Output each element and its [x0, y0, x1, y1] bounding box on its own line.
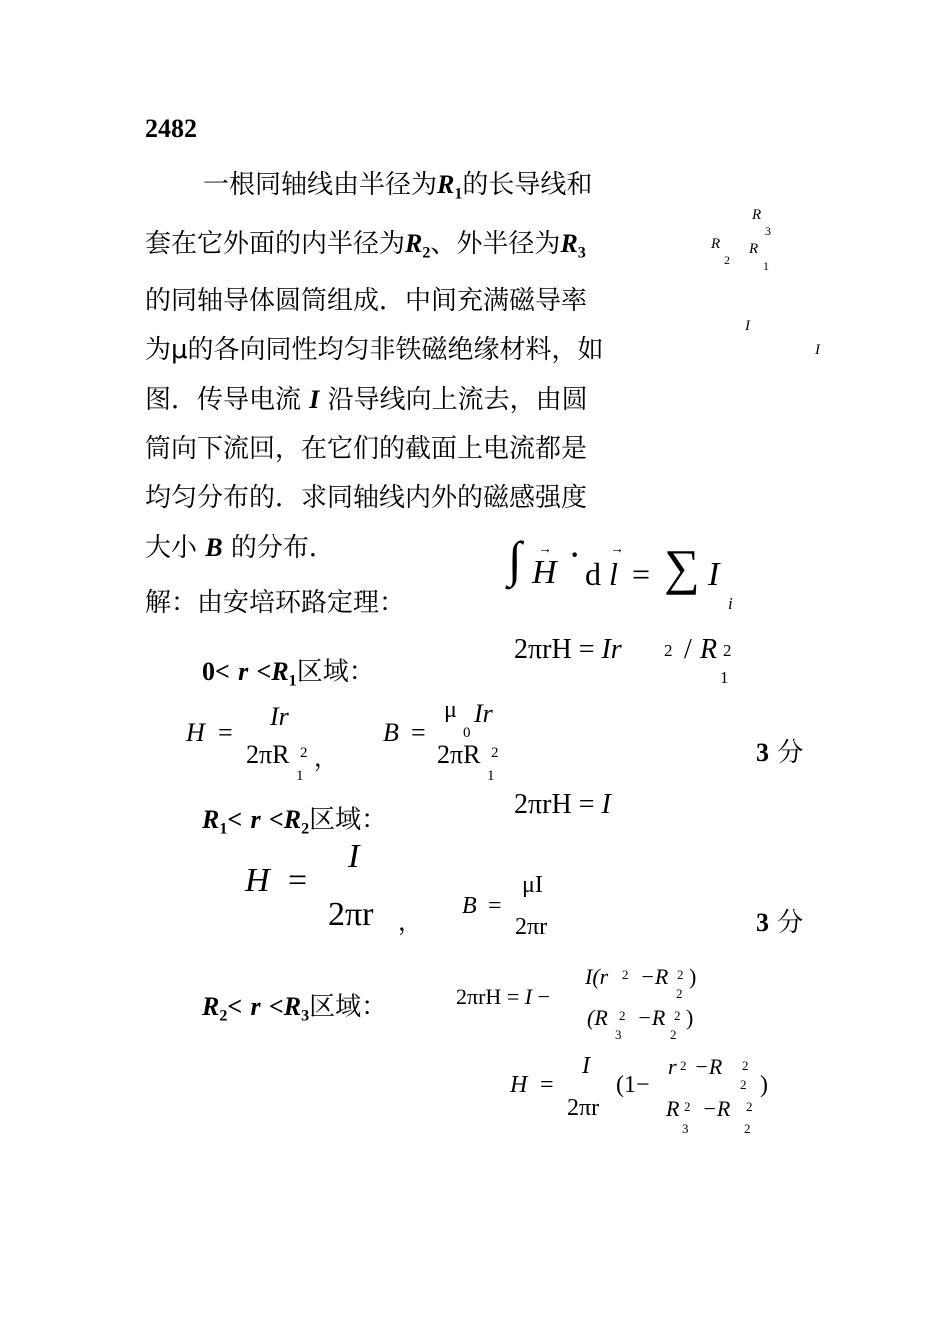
solution-label: 解：由安培环路定理：	[145, 588, 406, 618]
figure-label-r2: R	[711, 236, 721, 252]
region3-label: $R_2< r <R_3$区域：	[202, 992, 388, 1025]
problem-number: 2482	[145, 114, 197, 143]
region1-label: $0< r <R_1$区域：	[202, 657, 375, 690]
figure-label-current-outer: I	[815, 342, 820, 358]
problem-text: 一根同轴线由半径为$R_1$的长导线和 套在它外面的内半径为$R_2$、外半径为$R_3$ 的同轴导体圆筒组成．中间充满磁导率 为μ的各向同性均匀非铁磁绝缘材料，如 图．传导电流 I 沿导线向上流去，由圆 筒向下流回，在它们的截面上电流都是 均匀分布的．求同轴线内外的磁感强度 大小 B 的分布．	[145, 170, 604, 564]
figure-label-r3: R	[752, 207, 762, 223]
figure-label-current-inner: I	[745, 318, 750, 334]
score-region2: 3 分	[756, 908, 804, 938]
region2-label: $R_1< r <R_2$区域：	[202, 805, 388, 838]
score-region1: 3 分	[756, 738, 804, 768]
figure-label-r1: R	[749, 241, 759, 257]
region2-ampere-eq: 2πrH = I	[514, 789, 611, 820]
